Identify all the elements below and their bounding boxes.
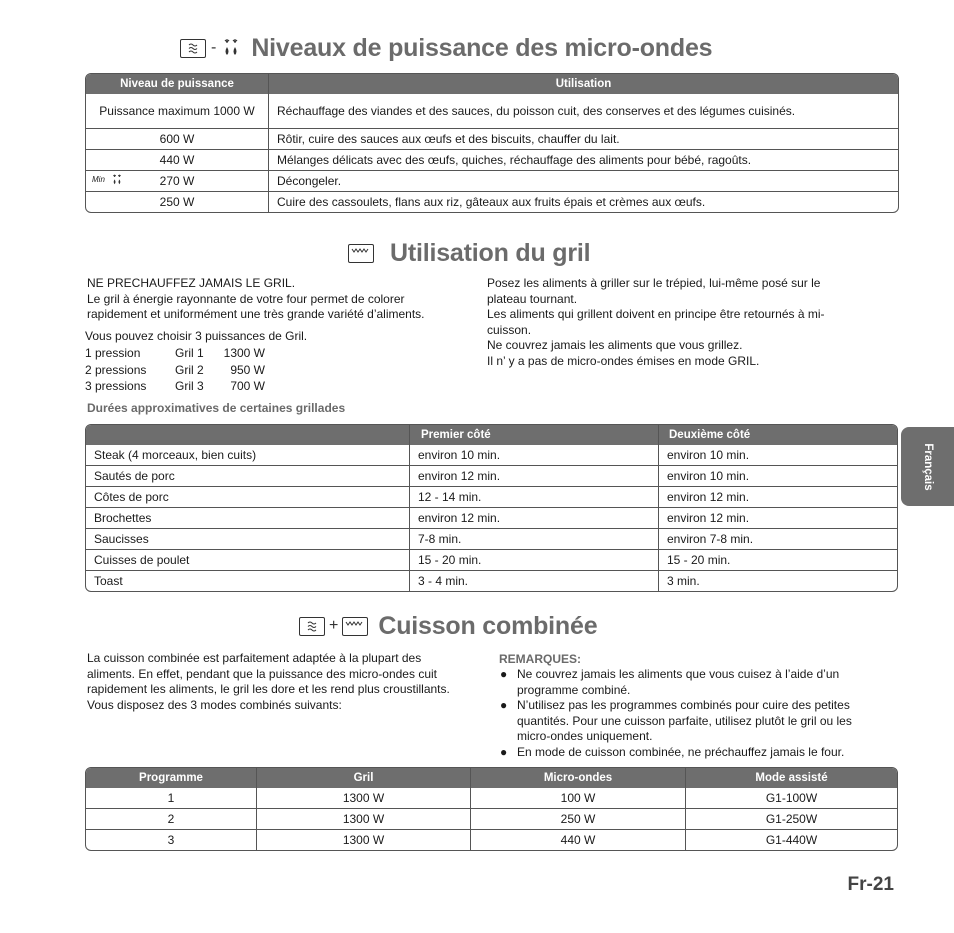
first-side-cell: 15 - 20 min. <box>409 549 658 570</box>
grill-icon <box>348 244 374 263</box>
table-row <box>86 486 897 507</box>
defrost-icon <box>221 38 241 58</box>
table-header: Deuxième côté <box>658 425 897 445</box>
icon-separator: + <box>329 617 339 634</box>
section3-title: Cuisson combinée <box>378 611 598 640</box>
food-cell: Toast <box>86 570 409 591</box>
second-side-cell: 15 - 20 min. <box>658 549 897 570</box>
table-header <box>86 425 409 445</box>
text-line: quantités. Pour une cuisson parfaite, utilisez plutôt le gril ou les <box>517 713 852 728</box>
section3-heading <box>299 611 597 641</box>
text-line: programme combiné. <box>517 682 631 697</box>
text-line: Le gril à énergie rayonnante de votre four permet de colorer <box>87 291 405 306</box>
grill-times-table <box>85 424 898 592</box>
grill-watts: 1300 W <box>223 345 265 360</box>
second-side-cell: 3 min. <box>658 570 897 591</box>
grill-watts: 700 W <box>230 379 265 394</box>
table-row <box>86 128 898 149</box>
program-cell: 2 <box>86 808 256 829</box>
press-count: 2 pressions <box>85 362 147 377</box>
section2-title: Utilisation du gril <box>390 238 591 267</box>
table-header: Mode assisté <box>685 768 897 788</box>
microwave-cell: 440 W <box>470 829 685 850</box>
grill-instructions <box>487 276 867 370</box>
use-cell: Rôtir, cuire des sauces aux œufs et des biscuits, chauffer du lait. <box>268 128 898 149</box>
defrost-icon <box>111 174 123 189</box>
language-tab-label: Français <box>921 442 934 491</box>
program-cell: 1 <box>167 791 175 805</box>
power-cell: Puissance maximum 1000 W <box>99 104 255 118</box>
text-line: La cuisson combinée est parfaitement adaptée à la plupart des <box>87 651 422 665</box>
text-line: Les aliments qui grillent doivent en principe être retournés à mi- <box>487 307 825 322</box>
use-cell: Réchauffage des viandes et des sauces, du poisson cuit, des conserves et des légumes cuisinés. <box>268 94 898 128</box>
text-line: Posez les aliments à griller sur le trépied, lui-même posé sur le <box>487 276 821 290</box>
grill-level-row <box>85 362 385 379</box>
page-number: Fr-21 <box>847 874 894 895</box>
power-cell: 250 W <box>86 191 268 212</box>
bullet-icon: ● <box>500 744 508 759</box>
press-count: 1 pression <box>85 345 141 360</box>
program-cell: 3 <box>86 829 256 850</box>
text-line: N’utilisez pas les programmes combinés pour cuire des petites <box>517 698 850 713</box>
first-side-cell: 3 - 4 min. <box>409 570 658 591</box>
grill-cell: 1300 W <box>256 829 470 850</box>
grill-levels <box>85 328 385 395</box>
section1-title: Niveaux de puissance des micro-ondes <box>251 33 713 62</box>
grill-level-row <box>85 378 385 395</box>
bullet-icon: ● <box>500 698 508 713</box>
combined-modes-table <box>85 767 898 851</box>
table-row <box>86 507 897 528</box>
remarks-list <box>499 667 879 761</box>
press-count: 3 pressions <box>85 379 147 394</box>
grill-name: Gril 2 <box>175 362 204 377</box>
second-side-cell: environ 7-8 min. <box>658 528 897 549</box>
table-row <box>86 570 897 591</box>
power-cell-defrost <box>86 170 268 191</box>
table-header: Niveau de puissance <box>86 74 268 94</box>
assist-mode-cell: G1-440W <box>685 829 897 850</box>
first-side-cell: 12 - 14 min. <box>409 486 658 507</box>
list-item <box>499 745 879 761</box>
text-line: micro-ondes uniquement. <box>517 729 653 744</box>
grill-level-row <box>85 345 385 362</box>
food-cell: Steak (4 morceaux, bien cuits) <box>94 448 257 462</box>
table-row <box>86 808 897 829</box>
table-row <box>86 465 897 486</box>
power-value: 270 W <box>159 174 195 188</box>
food-cell: Sautés de porc <box>86 465 409 486</box>
text-line: rapidement et uniformément une très grande variété d’aliments. <box>87 307 425 322</box>
table-row <box>86 94 898 128</box>
microwave-icon <box>180 39 206 58</box>
use-cell: Décongeler. <box>268 170 898 191</box>
first-side-cell: environ 12 min. <box>409 507 658 528</box>
grill-cell: 1300 W <box>256 788 470 808</box>
combined-intro <box>87 651 487 713</box>
grill-name: Gril 3 <box>175 379 204 394</box>
text-line: Il n’ y a pas de micro-ondes émises en mode GRIL. <box>487 353 760 368</box>
second-side-cell: environ 10 min. <box>658 445 897 465</box>
remarks-title: REMARQUES: <box>499 652 582 666</box>
text-line: aliments. En effet, pendant que la puissance des micro-ondes cuit <box>87 666 437 681</box>
min-label: Min <box>92 175 105 184</box>
grill-intro <box>87 276 487 323</box>
second-side-cell: environ 10 min. <box>658 465 897 486</box>
power-levels-table <box>85 73 899 213</box>
power-cell: 440 W <box>86 149 268 170</box>
table-row <box>86 788 897 808</box>
second-side-cell: environ 12 min. <box>658 507 897 528</box>
table-header: Utilisation <box>268 74 898 94</box>
microwave-cell: 100 W <box>470 788 685 808</box>
table-row <box>86 170 898 191</box>
language-tab <box>901 427 954 506</box>
bullet-icon: ● <box>500 667 508 681</box>
microwave-cell: 250 W <box>470 808 685 829</box>
text-line: cuisson. <box>487 322 532 337</box>
list-item <box>499 698 879 745</box>
power-cell: 600 W <box>86 128 268 149</box>
table-row <box>86 445 897 465</box>
text-line: plateau tournant. <box>487 291 578 306</box>
table-row <box>86 191 898 212</box>
food-cell: Cuisses de poulet <box>86 549 409 570</box>
grill-cell: 1300 W <box>256 808 470 829</box>
text-line: Ne couvrez jamais les aliments que vous grillez. <box>487 338 743 353</box>
table-header: Micro-ondes <box>470 768 685 788</box>
table-row <box>86 528 897 549</box>
table-header: Gril <box>256 768 470 788</box>
text-line: rapidement les aliments, le gril les dore et les rend plus croustillants. <box>87 682 450 697</box>
food-cell: Côtes de porc <box>86 486 409 507</box>
grill-name: Gril 1 <box>175 345 204 360</box>
table-header: Premier côté <box>409 425 658 445</box>
first-side-cell: environ 12 min. <box>409 465 658 486</box>
use-cell: Cuire des cassoulets, flans aux riz, gâteaux aux fruits épais et crèmes aux œufs. <box>268 191 898 212</box>
use-cell: Mélanges délicats avec des œufs, quiches, réchauffage des aliments pour bébé, ragoûts. <box>268 149 898 170</box>
food-cell: Brochettes <box>86 507 409 528</box>
assist-mode-cell: G1-100W <box>685 788 897 808</box>
text-line: Ne couvrez jamais les aliments que vous cuisez à l’aide d’un <box>517 667 840 681</box>
text-line: Vous disposez des 3 modes combinés suivants: <box>87 697 342 712</box>
food-cell: Saucisses <box>86 528 409 549</box>
table-header: Programme <box>86 768 256 788</box>
grill-icon <box>342 617 368 636</box>
table-row <box>86 149 898 170</box>
section1-heading <box>180 33 712 63</box>
icon-separator: - <box>211 39 217 56</box>
list-item <box>499 667 879 698</box>
table-row <box>86 549 897 570</box>
text-line: NE PRECHAUFFEZ JAMAIS LE GRIL. <box>87 276 296 290</box>
text-line: En mode de cuisson combinée, ne préchauffez jamais le four. <box>517 744 845 759</box>
grill-times-subheading: Durées approximatives de certaines grillades <box>87 401 346 415</box>
first-side-cell: 7-8 min. <box>409 528 658 549</box>
second-side-cell: environ 12 min. <box>658 486 897 507</box>
section2-heading <box>348 238 590 268</box>
first-side-cell: environ 10 min. <box>409 445 658 465</box>
grill-watts: 950 W <box>230 362 265 377</box>
microwave-icon <box>299 617 325 636</box>
table-row <box>86 829 897 850</box>
text-line: Vous pouvez choisir 3 puissances de Gril. <box>85 329 308 343</box>
assist-mode-cell: G1-250W <box>685 808 897 829</box>
